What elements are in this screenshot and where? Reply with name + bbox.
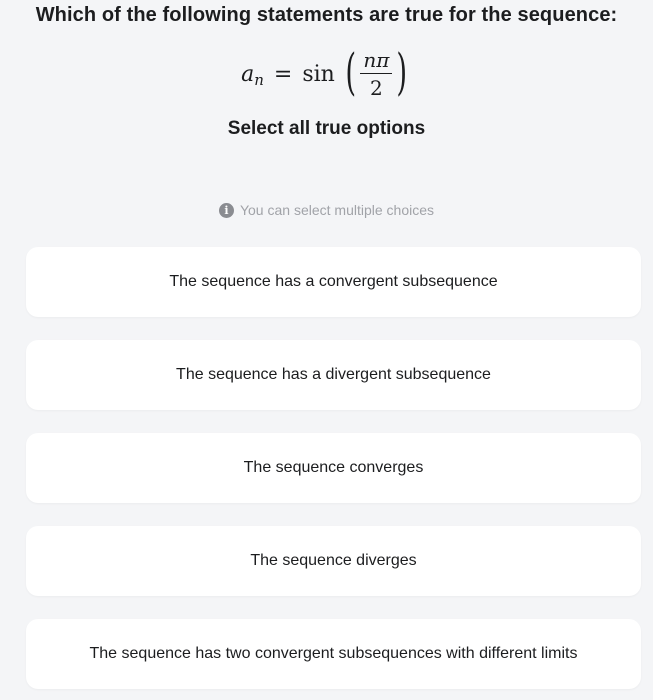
- option-sequence-converges[interactable]: [26, 433, 641, 503]
- option-label: The sequence converges: [243, 459, 424, 476]
- formula-denominator: 2: [369, 76, 383, 100]
- option-label: The sequence has a divergent subsequence: [176, 366, 491, 383]
- option-sequence-diverges[interactable]: [26, 526, 641, 596]
- sequence-formula: [0, 44, 653, 104]
- formula-close-paren: ): [396, 43, 408, 101]
- option-label: The sequence has a convergent subsequence: [169, 273, 498, 290]
- formula-subscript: n: [254, 71, 264, 89]
- question-subtitle: Select all true options: [227, 118, 426, 139]
- formula-function: sin: [302, 61, 335, 87]
- option-divergent-subsequence[interactable]: [26, 340, 641, 410]
- option-convergent-subsequence[interactable]: [26, 247, 641, 317]
- formula-variable: a: [241, 61, 255, 87]
- question-title: Which of the following statements are true for the sequence:: [35, 4, 618, 26]
- formula-equals: =: [273, 61, 293, 87]
- info-icon: i: [219, 203, 234, 218]
- multiple-choice-hint: [0, 202, 653, 218]
- formula-open-paren: (: [345, 43, 356, 101]
- hint-text: You can select multiple choices: [239, 202, 435, 218]
- option-label: The sequence has two convergent subsequences with different limits: [89, 645, 578, 662]
- option-two-convergent-subsequences[interactable]: [26, 619, 641, 689]
- option-label: The sequence diverges: [250, 552, 417, 569]
- formula-fraction: [360, 50, 392, 98]
- formula-numerator: nπ: [363, 48, 390, 72]
